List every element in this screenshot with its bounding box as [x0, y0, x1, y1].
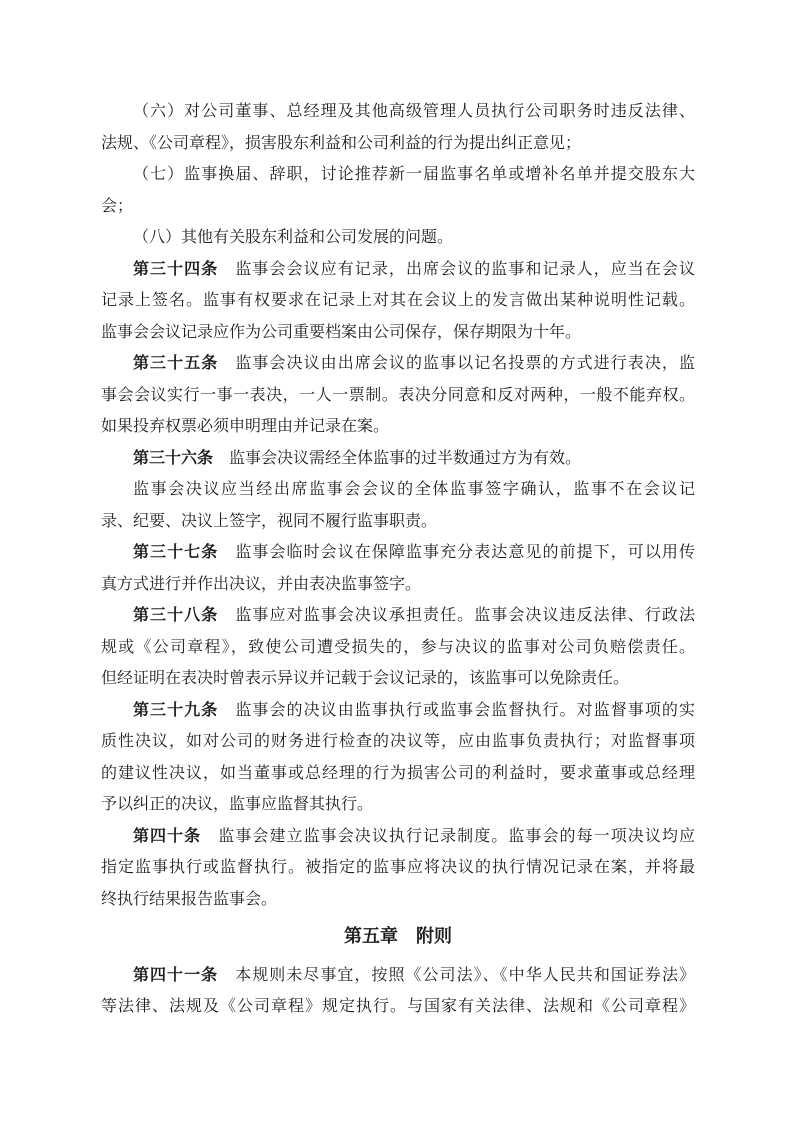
body-line: 质性决议，如对公司的财务进行检查的决议等，应由监事负责执行；对监督事项 — [101, 733, 695, 750]
body-line: （八）其他有关股东利益和公司发展的问题。 — [133, 229, 454, 246]
body-line: （六）对公司董事、总经理及其他高级管理人员执行公司职务时违反法律、 — [133, 103, 695, 120]
chapter-heading: 第五章 附则 — [344, 926, 452, 946]
page-content — [101, 96, 695, 1023]
article-number: 第三十五条 — [133, 355, 219, 372]
article-text: 监事应对监事会决议承担责任。监事会决议违反法律、行政法 — [218, 607, 695, 624]
body-line — [101, 821, 695, 853]
body-line: 事会会议实行一事一表决，一人一票制。表决分同意和反对两种，一般不能弃权。 — [101, 386, 695, 404]
body-line — [101, 695, 695, 727]
body-line — [101, 348, 695, 380]
body-line: 法规、《公司章程》，损害股东利益和公司利益的行为提出纠正意见； — [101, 134, 582, 152]
body-line: 会； — [101, 197, 134, 215]
article-text: 本规则未尽事宜，按照《公司法》、《中华人民共和国证券法》 — [218, 966, 695, 984]
article-text: 监事会的决议由监事执行或监事会监督执行。对监督事项的实 — [218, 701, 695, 719]
body-line: 终执行结果报告监事会。 — [101, 890, 278, 908]
body-line: 但经证明在表决时曾表示异议并记载于会议记录的，该监事可以免除责任。 — [101, 670, 630, 687]
body-line: 记录上签名。监事有权要求在记录上对其在会议上的发言做出某种说明性记载。 — [101, 292, 695, 309]
article-text: 监事会决议需经全体监事的过半数通过方为有效。 — [213, 449, 582, 467]
body-line: 的建议性决议，如当董事或总经理的行为损害公司的利益时，要求董事或总经理 — [101, 764, 695, 782]
article-number: 第三十八条 — [133, 607, 219, 624]
body-line — [101, 254, 695, 286]
article-text: 监事会建立监事会决议执行记录制度。监事会的每一项决议均应 — [201, 827, 695, 845]
article-text: 监事会临时会议在保障监事充分表达意见的前提下，可以用传 — [218, 544, 695, 561]
article-number: 第三十七条 — [133, 544, 219, 561]
body-line — [101, 960, 695, 992]
article-number: 第三十九条 — [133, 701, 219, 719]
body-line: 予以纠正的决议，监事应监督其执行。 — [101, 796, 374, 813]
body-line — [101, 600, 695, 632]
article-number: 第三十四条 — [133, 260, 219, 278]
body-line: 真方式进行并作出决议，并由表决监事签字。 — [101, 575, 422, 593]
article-text: 监事会决议由出席会议的监事以记名投票的方式进行表决，监 — [218, 355, 695, 372]
body-line: 监事会会议记录应作为公司重要档案由公司保存，保存期限为十年。 — [101, 323, 582, 341]
article-number: 第四十一条 — [133, 966, 219, 984]
body-line: 规或《公司章程》，致使公司遭受损失的，参与决议的监事对公司负赔偿责任。 — [101, 638, 695, 656]
body-line: 等法律、法规及《公司章程》规定执行。与国家有关法律、法规和《公司章程》 — [101, 998, 695, 1015]
article-number: 第三十六条 — [133, 449, 214, 467]
body-line — [101, 537, 695, 569]
article-number: 第四十条 — [133, 827, 202, 845]
body-line: 指定监事执行或监督执行。被指定的监事应将决议的执行情况记录在案，并将最 — [101, 859, 695, 876]
body-line: （七）监事换届、辞职，讨论推荐新一届监事名单或增补名单并提交股东大 — [133, 166, 695, 183]
body-line: 监事会决议应当经出席监事会会议的全体监事签字确认，监事不在会议记 — [133, 481, 695, 498]
body-line: 录、纪要、决议上签字，视同不履行监事职责。 — [101, 512, 438, 530]
article-text: 监事会会议应有记录，出席会议的监事和记录人，应当在会议 — [218, 260, 695, 278]
body-line: 如果投弃权票必须申明理由并记录在案。 — [101, 418, 390, 435]
body-line — [101, 443, 695, 475]
